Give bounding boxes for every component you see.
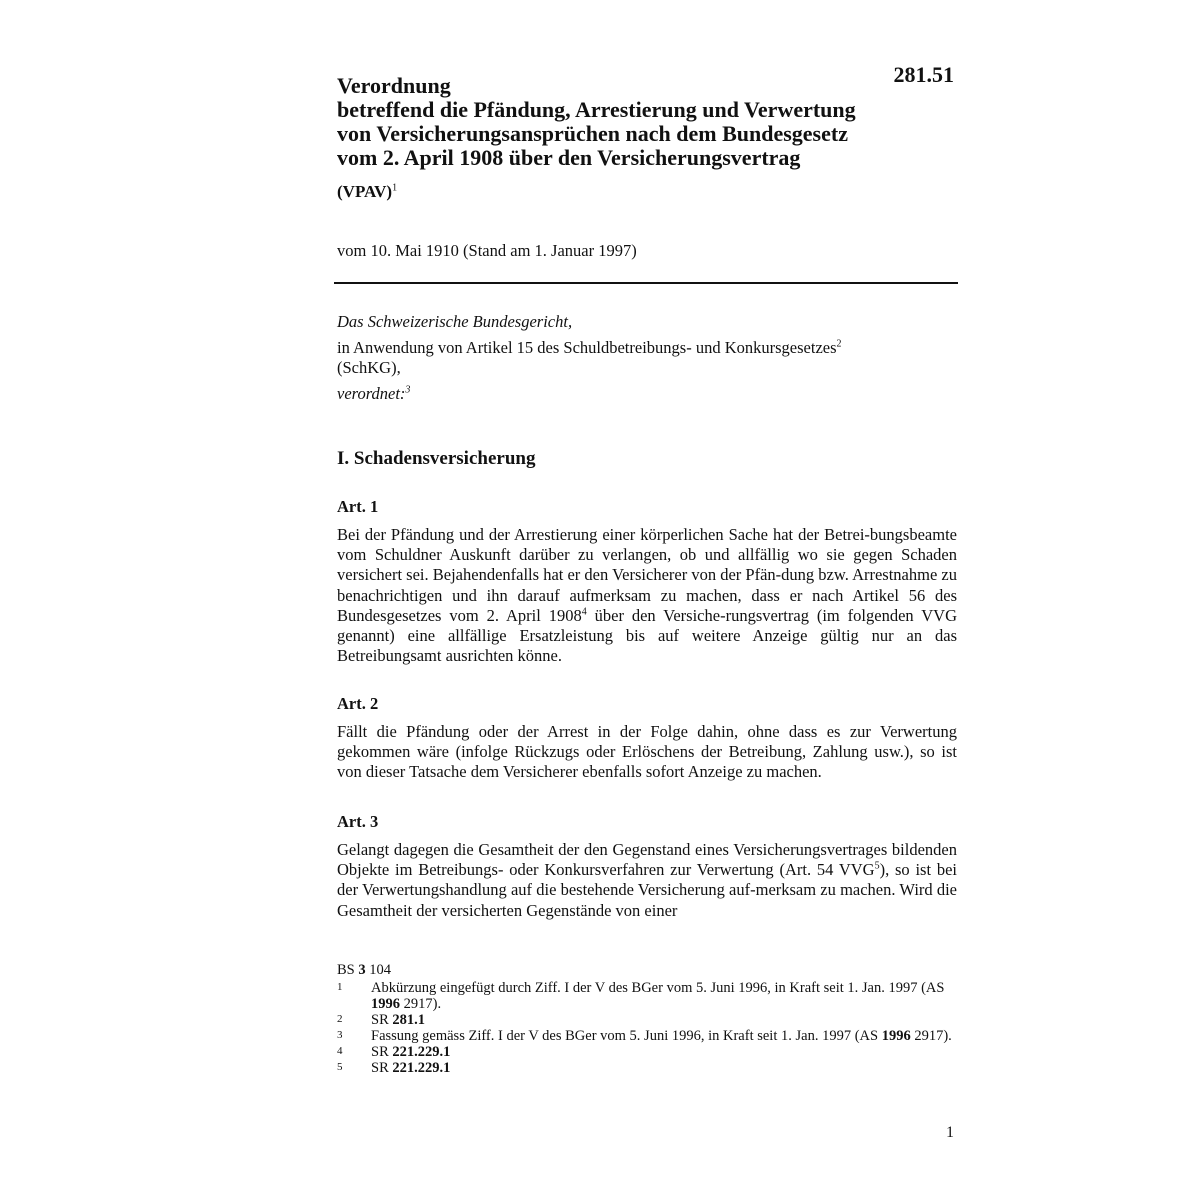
footnote-item (337, 1028, 957, 1044)
horizontal-rule (334, 282, 958, 284)
footnote-item (337, 1012, 957, 1028)
article-title: Art. 3 (337, 812, 379, 831)
footnote-text (371, 1012, 957, 1028)
footnote-text-b: 2917). (400, 996, 442, 1012)
source-prefix: BS (337, 962, 359, 978)
footnote-item (337, 980, 957, 1012)
footnote-text-a: SR (371, 1012, 393, 1028)
preamble-basis-text: in Anwendung von Artikel 15 des Schuldbetreibungs- und Konkursgesetzes (337, 338, 837, 357)
title-line-1: Verordnung (337, 73, 451, 98)
source-volume: 3 (358, 962, 366, 978)
article-1 (337, 497, 957, 666)
preamble-basis (337, 338, 957, 378)
footnote-bold: 221.229.1 (392, 1060, 451, 1076)
footnotes (337, 962, 957, 1076)
article-text-b: ), so ist bei der Verwertungshandlung auf die bestehende Versicherung auf-merksam zu machen. Wird die Gesamtheit der versicherten Gegenstände von einer (337, 860, 957, 920)
article-text-b: über den Versiche-rungsvertrag (im folgenden VVG genannt) eine allfällige Ersatzleistung bis auf weitere Anzeige gültig nur an das Betreibungsamt ausrichten könne. (337, 605, 957, 666)
footnote-item (337, 1060, 957, 1076)
footnote-bold: 1996 (881, 1028, 911, 1044)
footnote-bold: 1996 (371, 996, 400, 1012)
article-text (337, 525, 957, 666)
preamble (337, 312, 957, 404)
preamble-authority: Das Schweizerische Bundesgericht, (337, 312, 573, 331)
article-2 (337, 694, 957, 783)
footnote-number: 5 (337, 1061, 343, 1073)
footnote-text-a: SR (371, 1060, 393, 1076)
article-title: Art. 1 (337, 497, 379, 516)
document-title (337, 74, 957, 170)
footnote-item (337, 1044, 957, 1060)
article-text (337, 722, 957, 783)
footnote-number: 1 (337, 981, 343, 993)
footnote-number: 3 (337, 1029, 343, 1041)
article-text-a: Bei der Pfändung und der Arrestierung einer körperlichen Sache hat der Betrei-bungsbeamte vom Schuldner Auskunft darüber zu verlangen, ob und allfällig wo sie gegen Schaden versichert sei. Bejahendenfalls hat er den Versicherer von der Pfän-dung bzw. Arrestnahme zu benachrichtigen und ihn darauf aufmerksam zu machen, dass er nach Artikel 56 des Bundesgesetzes vom 2. April 1908 (337, 525, 957, 625)
footnote-text (371, 1044, 957, 1060)
sr-number: 281.51 (893, 62, 954, 87)
footnote-bold: 221.229.1 (392, 1044, 451, 1060)
footnote-text (371, 1028, 957, 1044)
article-text-a: Gelangt dagegen die Gesamtheit der den Gegenstand eines Versicherungsvertrages bildenden Objekte im Betreibungs- oder Konkursverfahren zur Verwertung (Art. 54 VVG (337, 840, 957, 880)
article-title: Art. 2 (337, 694, 379, 713)
abbreviation-text: (VPAV) (337, 182, 393, 201)
date-line: vom 10. Mai 1910 (Stand am 1. Januar 1997) (337, 241, 637, 260)
source-page: 104 (365, 962, 391, 978)
title-line-2: betreffend die Pfändung, Arrestierung und Verwertung (337, 97, 856, 122)
footnote-bold: 281.1 (392, 1012, 425, 1028)
footnote-ref[interactable]: 5 (874, 860, 880, 872)
footnote-number: 4 (337, 1045, 343, 1057)
footnote-ref[interactable]: 1 (392, 182, 398, 194)
footnote-ref[interactable]: 3 (405, 384, 411, 396)
title-abbreviation (337, 182, 397, 202)
preamble-decree (337, 384, 957, 404)
footnote-number: 2 (337, 1013, 343, 1025)
footnote-text-a: Abkürzung eingefügt durch Ziff. I der V des BGer vom 5. Juni 1996, in Kraft seit 1. Jan. 1997 (AS (371, 980, 945, 996)
article-text (337, 840, 957, 921)
article-3 (337, 812, 957, 921)
source-reference (337, 962, 957, 978)
footnote-text (371, 980, 957, 1012)
section-heading: I. Schadensversicherung (337, 448, 536, 469)
footnote-text-b: 2917). (910, 1028, 952, 1044)
footnote-text-a: Fassung gemäss Ziff. I der V des BGer vom 5. Juni 1996, in Kraft seit 1. Jan. 1997 (AS (371, 1028, 882, 1044)
preamble-basis-cont: (SchKG), (337, 358, 401, 377)
footnote-ref[interactable]: 2 (836, 338, 842, 350)
footnote-ref[interactable]: 4 (581, 606, 587, 618)
footnote-text-a: SR (371, 1044, 393, 1060)
footnote-text (371, 1060, 957, 1076)
page-number: 1 (946, 1124, 954, 1141)
title-line-4: vom 2. April 1908 über den Versicherungsvertrag (337, 145, 801, 170)
title-line-3: von Versicherungsansprüchen nach dem Bundesgesetz (337, 121, 848, 146)
article-text-a: Fällt die Pfändung oder der Arrest in der Folge dahin, ohne dass es zur Verwertung gekommen wäre (infolge Rückzugs oder Erlöschens der Betreibung, Zahlung usw.), so ist von dieser Tatsache dem Versicherer ebenfalls sofort Anzeige zu machen. (337, 722, 957, 782)
preamble-decree-text: verordnet: (337, 384, 406, 403)
